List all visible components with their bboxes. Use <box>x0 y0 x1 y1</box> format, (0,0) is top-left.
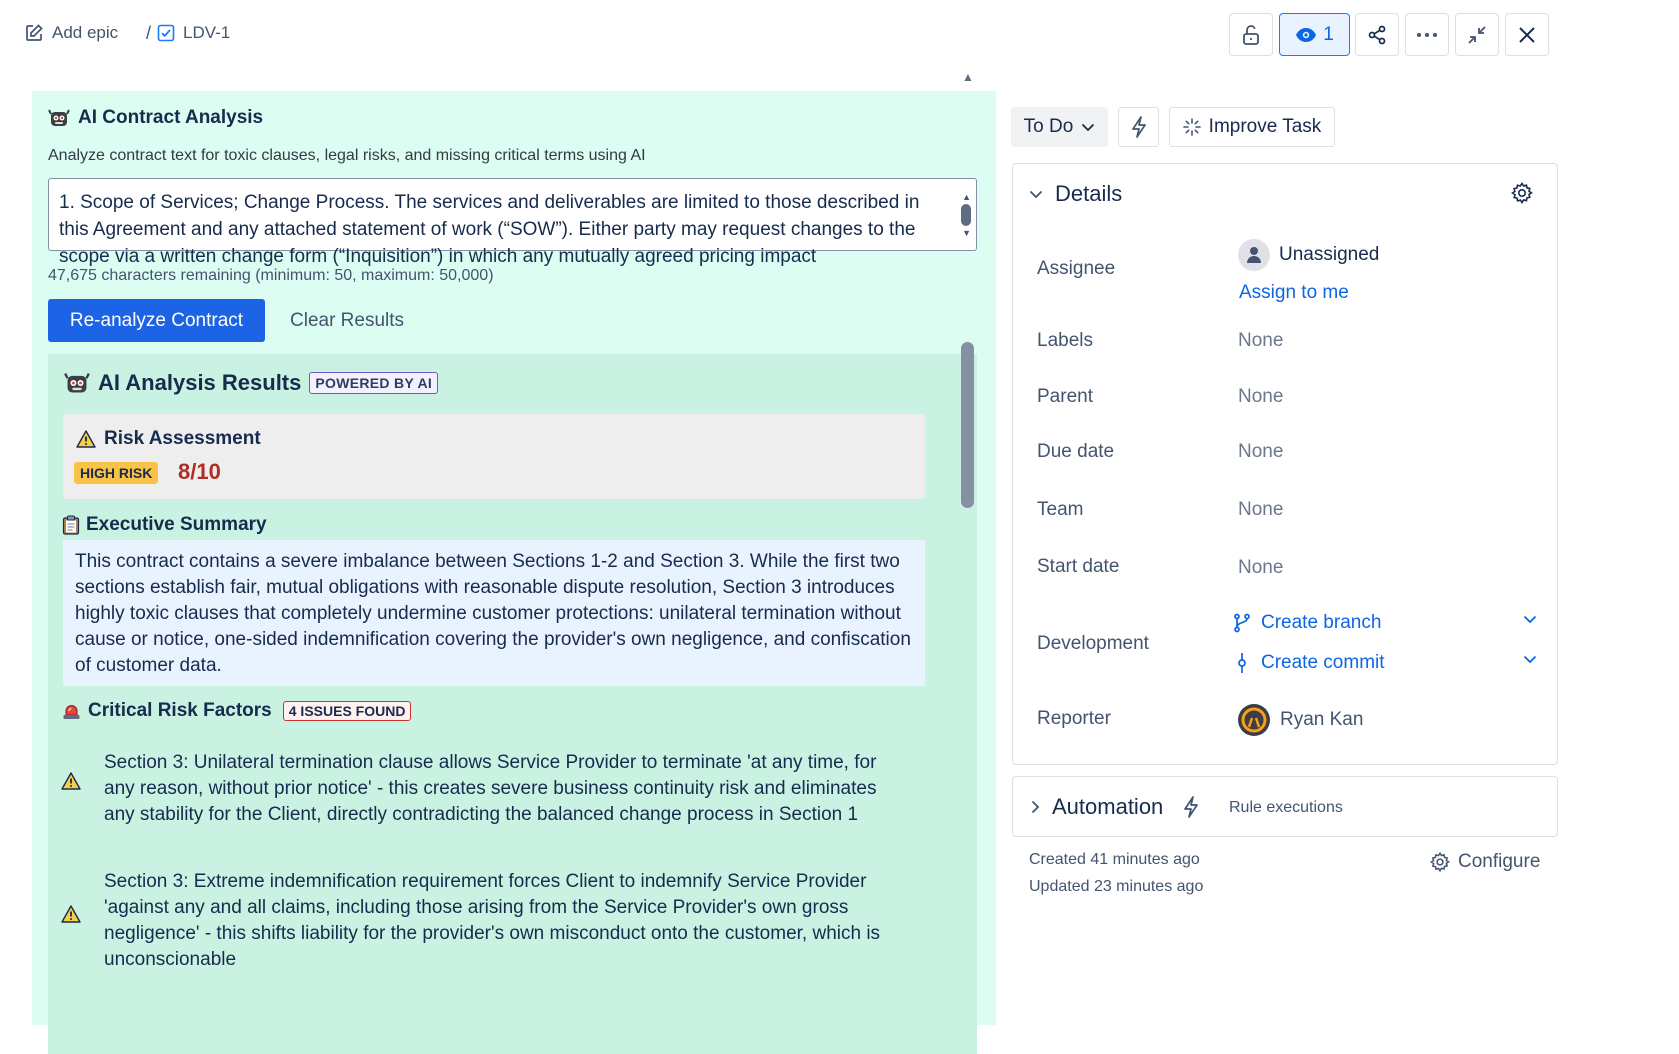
issue-key: LDV-1 <box>183 23 231 42</box>
reporter-value: Ryan Kan <box>1280 709 1364 730</box>
reporter-field[interactable] <box>1238 704 1363 736</box>
improve-task-label: Improve Task <box>1208 116 1322 137</box>
create-commit-label: Create commit <box>1261 652 1385 673</box>
status-label: To Do <box>1023 116 1074 137</box>
siren-icon <box>62 703 81 720</box>
risk-heading-text: Risk Assessment <box>104 428 261 449</box>
widget-title <box>48 107 263 129</box>
start-date-value[interactable]: None <box>1238 557 1284 578</box>
warning-icon <box>76 430 96 448</box>
parent-label: Parent <box>1037 386 1093 407</box>
critical-risk-heading-text: Critical Risk Factors <box>88 700 272 721</box>
details-panel <box>1012 163 1558 765</box>
add-epic-link[interactable] <box>24 20 118 46</box>
gear-icon <box>1430 852 1450 872</box>
commit-icon <box>1233 652 1251 674</box>
parent-value[interactable]: None <box>1238 386 1284 407</box>
automation-heading-text: Automation <box>1052 794 1164 819</box>
issue-key-link[interactable] <box>157 20 230 46</box>
risk-factor-item <box>61 869 923 973</box>
task-checkbox-icon <box>157 24 175 42</box>
lightning-icon <box>1131 116 1147 138</box>
lock-open-icon <box>1241 24 1261 46</box>
details-heading: Details <box>1055 181 1123 206</box>
avatar <box>1238 704 1270 736</box>
watch-button[interactable] <box>1279 13 1350 56</box>
close-button[interactable] <box>1505 13 1549 56</box>
details-toggle[interactable] <box>1029 181 1122 207</box>
chevron-right-icon <box>1031 800 1040 814</box>
assignee-label: Assignee <box>1037 258 1116 279</box>
sparkle-icon <box>1183 118 1201 136</box>
watch-count: 1 <box>1323 23 1334 45</box>
scroll-down-icon[interactable]: ▼ <box>962 228 971 238</box>
executive-summary-heading-text: Executive Summary <box>86 514 267 535</box>
automation-panel[interactable] <box>1012 776 1558 837</box>
minimize-button[interactable] <box>1455 13 1499 56</box>
executive-summary-heading <box>62 514 267 536</box>
contract-analysis-widget <box>32 91 996 1025</box>
create-branch-button[interactable] <box>1233 608 1537 638</box>
share-button[interactable] <box>1355 13 1399 56</box>
minimize-icon <box>1467 25 1487 45</box>
chevron-down-icon <box>1081 123 1095 132</box>
chevron-down-icon <box>1029 190 1043 199</box>
more-icon <box>1416 32 1438 38</box>
widget-title-text: AI Contract Analysis <box>78 107 264 128</box>
automation-actions-button[interactable] <box>1118 107 1159 147</box>
breadcrumb-separator: / <box>146 23 152 43</box>
robot-icon <box>48 107 70 129</box>
rule-executions-label: Rule executions <box>1229 799 1343 816</box>
risk-score: 8/10 <box>178 459 221 484</box>
configure-button[interactable] <box>1430 851 1540 873</box>
powered-by-ai-badge: POWERED BY AI <box>309 372 438 394</box>
eye-icon <box>1295 27 1317 43</box>
lightning-icon <box>1183 796 1199 818</box>
due-date-label: Due date <box>1037 441 1115 462</box>
created-timestamp: Created 41 minutes ago <box>1029 851 1200 868</box>
risk-assessment-card <box>63 414 925 499</box>
labels-label: Labels <box>1037 330 1093 351</box>
team-label: Team <box>1037 499 1084 520</box>
page-scroll-thumb[interactable] <box>961 342 974 508</box>
improve-task-button[interactable] <box>1169 107 1335 147</box>
team-value[interactable]: None <box>1238 499 1284 520</box>
scroll-up-icon[interactable]: ▲ <box>962 192 971 202</box>
lock-button[interactable] <box>1229 13 1273 56</box>
assignee-value: Unassigned <box>1279 244 1380 265</box>
page-scrollbar[interactable] <box>961 70 977 1025</box>
chevron-down-icon <box>1523 655 1537 664</box>
results-title-text: AI Analysis Results <box>98 370 302 395</box>
character-counter: 47,675 characters remaining (minimum: 50, maximum: 50,000) <box>48 267 494 284</box>
close-icon <box>1518 26 1536 44</box>
widget-description: Analyze contract text for toxic clauses, legal risks, and missing critical terms using AI <box>48 147 646 164</box>
risk-level-badge: HIGH RISK <box>74 462 158 484</box>
results-title <box>64 370 438 396</box>
chevron-down-icon <box>1523 615 1537 624</box>
clipboard-icon <box>62 515 80 535</box>
more-button[interactable] <box>1405 13 1449 56</box>
status-dropdown[interactable] <box>1011 107 1108 147</box>
scroll-up-icon[interactable]: ▲ <box>962 70 974 84</box>
configure-label: Configure <box>1458 851 1541 872</box>
risk-factor-item <box>61 750 923 830</box>
branch-icon <box>1233 613 1251 633</box>
create-branch-label: Create branch <box>1261 612 1382 633</box>
development-label: Development <box>1037 633 1149 654</box>
updated-timestamp: Updated 23 minutes ago <box>1029 878 1204 895</box>
risk-factor-text: Section 3: Unilateral termination clause allows Service Provider to terminate 'at any time, for any reason, without prior notice' - this creates severe business continuity risk and eliminates any stability for the Client, directly contradicting the balanced change process in Section 1 <box>104 752 877 825</box>
analysis-results <box>48 354 977 1054</box>
clear-results-button[interactable]: Clear Results <box>290 309 405 331</box>
robot-icon <box>64 370 90 396</box>
avatar <box>1238 239 1270 271</box>
issue-content <box>32 91 996 1025</box>
critical-risk-heading <box>62 700 411 722</box>
contract-text-value: 1. Scope of Services; Change Process. The services and deliverables are limited to those described in this Agreement and any attached statement of work (“SOW”). Either party may request changes to the scope via a written change form (“Inquisition”) in which any mutually agreed pricing impact <box>59 192 920 267</box>
start-date-label: Start date <box>1037 556 1120 577</box>
assignee-field[interactable] <box>1238 239 1379 271</box>
labels-value[interactable]: None <box>1238 330 1284 351</box>
create-commit-button[interactable] <box>1233 648 1537 678</box>
gear-icon[interactable] <box>1511 182 1533 204</box>
warning-icon <box>61 905 81 923</box>
reanalyze-contract-button[interactable]: Re-analyze Contract <box>48 299 265 342</box>
automation-heading <box>1031 794 1199 820</box>
warning-icon <box>61 772 81 790</box>
reporter-label: Reporter <box>1037 708 1111 729</box>
executive-summary-text: This contract contains a severe imbalance between Sections 1-2 and Section 3. While the first two sections establish fair, mutual obligations with reasonable dispute resolution, Section 3 introduces highly toxic clauses that completely undermine customer protections: unilateral termination without cause or notice, one-sided indemnification covering the provider's own negligence, and confiscation of customer data. <box>63 540 925 686</box>
contract-text-input[interactable] <box>48 178 977 267</box>
share-icon <box>1367 25 1387 45</box>
risk-assessment-heading <box>76 428 261 450</box>
assign-to-me-link[interactable]: Assign to me <box>1239 282 1349 303</box>
risk-factor-text: Section 3: Extreme indemnification requirement forces Client to indemnify Service Provider 'against any and all claims, including those arising from the Service Provider's own gross negligence' - this shifts liability for the provider's own misconduct onto the customer, which is unconscionable <box>104 871 881 970</box>
add-epic-label: Add epic <box>52 23 119 42</box>
top-bar <box>0 0 1679 68</box>
edit-icon <box>24 23 44 43</box>
issues-found-badge: 4 ISSUES FOUND <box>283 701 412 721</box>
due-date-value[interactable]: None <box>1238 441 1284 462</box>
